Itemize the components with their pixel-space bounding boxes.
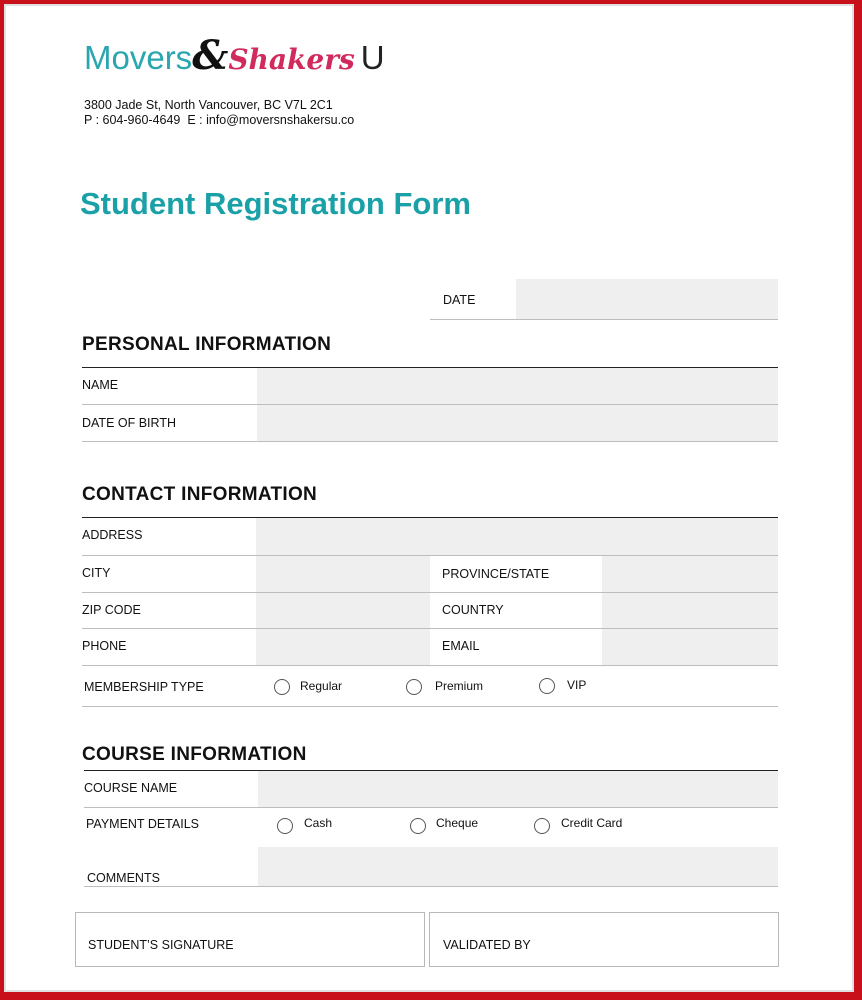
payment-label: PAYMENT DETAILS <box>86 817 199 831</box>
email-field[interactable] <box>602 629 778 665</box>
course-name-field[interactable] <box>258 771 778 807</box>
payment-cheque-label: Cheque <box>436 816 479 830</box>
country-field[interactable] <box>602 593 778 628</box>
phone-field[interactable] <box>256 629 430 665</box>
province-label: PROVINCE/STATE <box>442 567 550 581</box>
student-signature-label: STUDENT’S SIGNATURE <box>88 938 234 952</box>
zip-field[interactable] <box>256 593 430 628</box>
membership-premium-label: Premium <box>435 679 484 693</box>
payment-cash-label: Cash <box>304 816 333 830</box>
logo-movers: Movers <box>84 39 193 76</box>
name-field[interactable] <box>257 368 778 404</box>
row-divider <box>82 706 778 707</box>
membership-vip-radio[interactable] <box>539 678 555 694</box>
logo-u: U <box>360 39 385 76</box>
city-label: CITY <box>82 566 111 580</box>
membership-regular-label: Regular <box>300 679 343 693</box>
personal-info-heading: PERSONAL INFORMATION <box>82 334 332 355</box>
date-label: DATE <box>443 293 476 307</box>
row-divider <box>84 886 778 887</box>
membership-label: MEMBERSHIP TYPE <box>84 680 204 694</box>
date-underline <box>430 319 778 320</box>
company-address <box>84 98 354 128</box>
comments-field[interactable] <box>258 847 778 886</box>
address-field[interactable] <box>256 518 778 555</box>
payment-cash-radio[interactable] <box>277 818 293 834</box>
validated-by-label: VALIDATED BY <box>443 938 531 952</box>
row-divider <box>84 807 778 808</box>
city-field[interactable] <box>256 556 430 592</box>
membership-premium-radio[interactable] <box>406 679 422 695</box>
logo-ampersand: & <box>192 32 229 79</box>
logo-shakers: Shakers <box>228 43 355 76</box>
contact-info-heading: CONTACT INFORMATION <box>82 484 318 505</box>
country-label: COUNTRY <box>442 603 504 617</box>
course-name-label: COURSE NAME <box>84 781 178 795</box>
payment-cheque-radio[interactable] <box>410 818 426 834</box>
name-label: NAME <box>82 378 119 392</box>
dob-label: DATE OF BIRTH <box>82 416 176 430</box>
dob-field[interactable] <box>257 405 778 441</box>
comments-label: COMMENTS <box>87 871 160 885</box>
membership-regular-radio[interactable] <box>274 679 290 695</box>
payment-credit-card-label: Credit Card <box>561 816 623 830</box>
phone-label: PHONE <box>82 639 127 653</box>
row-divider <box>82 441 778 442</box>
contact-line: P : 604-960-4649 E : info@moversnshakersu.co <box>84 113 355 127</box>
row-divider <box>82 665 778 666</box>
payment-credit-card-radio[interactable] <box>534 818 550 834</box>
course-info-heading: COURSE INFORMATION <box>82 744 307 765</box>
company-logo <box>84 32 385 80</box>
form-page <box>4 4 854 992</box>
province-field[interactable] <box>602 556 778 592</box>
address-label: ADDRESS <box>82 528 143 542</box>
email-label: EMAIL <box>442 639 480 653</box>
date-field[interactable] <box>516 279 778 319</box>
zip-label: ZIP CODE <box>82 603 141 617</box>
form-title: Student Registration Form <box>80 186 471 221</box>
membership-vip-label: VIP <box>567 678 587 692</box>
address-line: 3800 Jade St, North Vancouver, BC V7L 2C1 <box>84 98 333 112</box>
